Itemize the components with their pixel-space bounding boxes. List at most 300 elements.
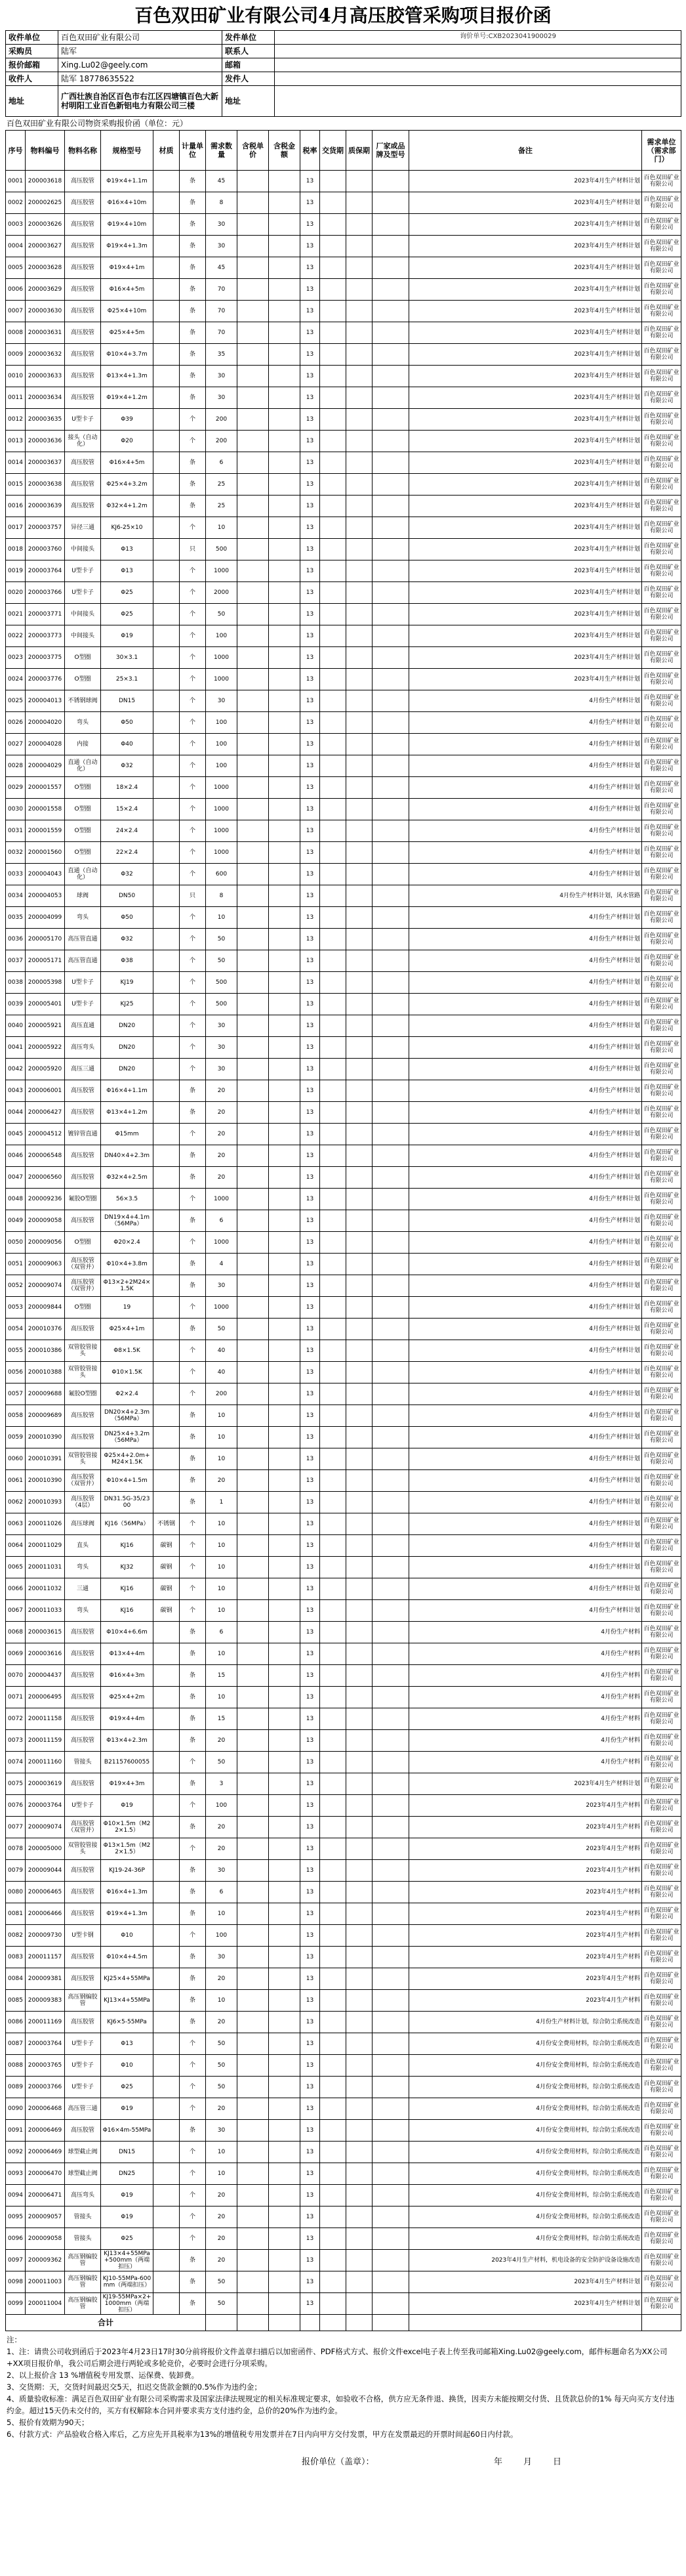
- table-cell: 200009074: [26, 1817, 65, 1838]
- table-cell: 0040: [6, 1015, 26, 1037]
- table-cell: [237, 885, 269, 907]
- table-cell: [237, 236, 269, 257]
- table-cell: 弯头: [65, 907, 101, 929]
- table-cell: 13: [300, 1708, 320, 1730]
- table-cell: 13: [300, 1254, 320, 1275]
- table-cell: 2023年4月生产材料: [409, 1925, 642, 1947]
- table-cell: 球型截止阀: [65, 2142, 101, 2163]
- table-cell: [153, 344, 180, 366]
- table-cell: 0087: [6, 2033, 26, 2055]
- table-cell: 500: [206, 994, 237, 1015]
- table-cell: 高压胶管（4层）: [65, 1492, 101, 1513]
- table-cell: [320, 1470, 346, 1492]
- table-cell: [373, 2098, 409, 2120]
- table-cell: 2023年4月生产材料计划: [409, 625, 642, 647]
- table-cell: [153, 1037, 180, 1059]
- table-cell: [320, 1925, 346, 1947]
- table-cell: 13: [300, 1513, 320, 1535]
- table-cell: [269, 1448, 300, 1470]
- table-cell: 50: [206, 2055, 237, 2077]
- table-cell: 高压胶管: [65, 1427, 101, 1448]
- table-cell: 条: [180, 1968, 206, 1990]
- table-cell: 13: [300, 301, 320, 322]
- table-cell: U型卡子: [65, 582, 101, 604]
- table-row: [6, 517, 681, 539]
- table-cell: 百色双田矿业有限公司: [642, 2142, 681, 2163]
- table-cell: 4月份生产材料计划: [409, 755, 642, 777]
- table-cell: [237, 214, 269, 236]
- table-cell: [269, 2228, 300, 2250]
- table-cell: 2023年4月生产材料计划: [409, 431, 642, 452]
- table-cell: 百色双田矿业有限公司: [642, 1752, 681, 1773]
- table-cell: [320, 1600, 346, 1622]
- column-header: 税率: [300, 131, 320, 171]
- table-row: [6, 1102, 681, 1124]
- table-cell: 只: [180, 539, 206, 560]
- table-cell: 0054: [6, 1319, 26, 1340]
- table-cell: 镀锌管直通: [65, 1124, 101, 1145]
- table-cell: [269, 344, 300, 366]
- table-cell: [346, 1254, 373, 1275]
- table-cell: [373, 2250, 409, 2271]
- table-cell: [153, 409, 180, 431]
- table-cell: 2023年4月生产材料: [409, 1882, 642, 1903]
- table-cell: 高压胶管: [65, 257, 101, 279]
- table-row: [6, 1578, 681, 1600]
- email-value[interactable]: Xing.Lu02@geely.com: [58, 58, 222, 72]
- table-cell: 0082: [6, 1925, 26, 1947]
- table-cell: 高压胶管: [65, 1730, 101, 1752]
- table-cell: 百色双田矿业有限公司: [642, 1340, 681, 1362]
- table-row: [6, 669, 681, 690]
- table-cell: [153, 1665, 180, 1687]
- table-cell: 0011: [6, 387, 26, 409]
- table-cell: 条: [180, 301, 206, 322]
- table-cell: 4月份生产材料: [409, 1687, 642, 1708]
- table-cell: [346, 1059, 373, 1080]
- table-cell: 30: [206, 387, 237, 409]
- table-cell: 22×2.4: [101, 842, 153, 864]
- table-cell: [237, 1968, 269, 1990]
- table-cell: 4月份生产材料计划: [409, 1600, 642, 1622]
- table-cell: [346, 1903, 373, 1925]
- table-cell: 8: [206, 192, 237, 214]
- table-cell: 13: [300, 452, 320, 474]
- table-cell: 条: [180, 1427, 206, 1448]
- table-cell: [346, 2228, 373, 2250]
- table-cell: 200: [206, 431, 237, 452]
- table-cell: 200003773: [26, 625, 65, 647]
- total-cell: [269, 2315, 300, 2331]
- table-row: [6, 1254, 681, 1275]
- table-cell: 200004437: [26, 1665, 65, 1687]
- table-cell: [373, 1535, 409, 1557]
- table-cell: [373, 2293, 409, 2315]
- table-cell: 10: [206, 2142, 237, 2163]
- table-cell: 0023: [6, 647, 26, 669]
- table-cell: 高压胶管: [65, 1903, 101, 1925]
- table-cell: [346, 1297, 373, 1319]
- table-cell: 高压胶管: [65, 1622, 101, 1643]
- table-cell: 4月份生产材料计划: [409, 1210, 642, 1232]
- table-cell: 百色双田矿业有限公司: [642, 279, 681, 301]
- table-cell: [269, 2077, 300, 2098]
- table-cell: 13: [300, 1817, 320, 1838]
- table-cell: 200011033: [26, 1600, 65, 1622]
- table-cell: Φ25: [101, 604, 153, 625]
- table-cell: 30: [206, 214, 237, 236]
- table-cell: [346, 1383, 373, 1405]
- table-cell: [346, 2142, 373, 2163]
- table-cell: [373, 1297, 409, 1319]
- table-cell: 0029: [6, 777, 26, 799]
- table-cell: 百色双田矿业有限公司: [642, 539, 681, 560]
- table-cell: [269, 755, 300, 777]
- table-cell: [153, 1297, 180, 1319]
- table-cell: [269, 2206, 300, 2228]
- table-cell: [346, 1947, 373, 1968]
- table-cell: 个: [180, 647, 206, 669]
- table-cell: [320, 1838, 346, 1860]
- table-cell: [153, 1275, 180, 1297]
- table-cell: 个: [180, 972, 206, 994]
- table-cell: 百色双田矿业有限公司: [642, 1622, 681, 1643]
- table-cell: 20: [206, 1817, 237, 1838]
- table-cell: 百色双田矿业有限公司: [642, 1730, 681, 1752]
- table-cell: [320, 972, 346, 994]
- table-cell: 0076: [6, 1795, 26, 1817]
- table-cell: Φ16×4+5m: [101, 452, 153, 474]
- table-cell: 0006: [6, 279, 26, 301]
- table-row: [6, 474, 681, 496]
- table-cell: 200004512: [26, 1124, 65, 1145]
- table-cell: [346, 387, 373, 409]
- table-cell: 0044: [6, 1102, 26, 1124]
- table-cell: 13: [300, 885, 320, 907]
- table-cell: [320, 777, 346, 799]
- table-cell: 4: [206, 1254, 237, 1275]
- table-cell: 个: [180, 582, 206, 604]
- table-cell: O型圈: [65, 669, 101, 690]
- table-cell: 200003632: [26, 344, 65, 366]
- table-cell: [269, 1947, 300, 1968]
- table-cell: [346, 582, 373, 604]
- table-cell: 2023年4月生产材料，机电设备的安全防护设备设施改造: [409, 2250, 642, 2271]
- table-cell: 13: [300, 517, 320, 539]
- table-cell: 200006470: [26, 2163, 65, 2185]
- table-cell: 中间接头: [65, 539, 101, 560]
- table-cell: [373, 1687, 409, 1708]
- table-cell: [237, 1817, 269, 1838]
- table-cell: 4月份安全费用材料，综合防尘系统改造: [409, 2185, 642, 2206]
- table-row: [6, 1145, 681, 1167]
- table-cell: [237, 1730, 269, 1752]
- table-cell: 4月份生产材料计划: [409, 1254, 642, 1275]
- table-cell: [373, 1752, 409, 1773]
- table-cell: [269, 1427, 300, 1448]
- table-cell: [346, 474, 373, 496]
- table-cell: [269, 799, 300, 820]
- table-cell: 13: [300, 539, 320, 560]
- table-cell: [346, 517, 373, 539]
- table-cell: [346, 2271, 373, 2293]
- table-cell: 2023年4月生产材料计划: [409, 604, 642, 625]
- table-cell: 百色双田矿业有限公司: [642, 1405, 681, 1427]
- sender-person-label: 发件人: [222, 72, 275, 86]
- table-cell: 个: [180, 409, 206, 431]
- table-cell: U型卡子: [65, 2077, 101, 2098]
- table-cell: [153, 929, 180, 950]
- table-cell: 高压胶管: [65, 1860, 101, 1882]
- table-cell: 个: [180, 604, 206, 625]
- total-cell: [373, 2315, 409, 2331]
- table-cell: 13: [300, 972, 320, 994]
- table-cell: [237, 929, 269, 950]
- table-cell: 0056: [6, 1362, 26, 1383]
- table-cell: 2023年4月生产材料计划: [409, 387, 642, 409]
- table-cell: [153, 2271, 180, 2293]
- table-cell: [269, 2055, 300, 2077]
- column-header: 计量单位: [180, 131, 206, 171]
- table-cell: [269, 1773, 300, 1795]
- table-cell: [237, 755, 269, 777]
- table-cell: 10: [206, 2163, 237, 2185]
- table-cell: [237, 1037, 269, 1059]
- table-cell: Φ10: [101, 1925, 153, 1947]
- table-cell: [320, 279, 346, 301]
- table-cell: 高压胶管: [65, 1773, 101, 1795]
- table-cell: 13: [300, 625, 320, 647]
- table-cell: 0063: [6, 1513, 26, 1535]
- table-cell: [346, 1708, 373, 1730]
- table-cell: 百色双田矿业有限公司: [642, 2120, 681, 2142]
- table-cell: 13: [300, 907, 320, 929]
- table-cell: 2023年4月生产材料计划: [409, 236, 642, 257]
- table-cell: [237, 1210, 269, 1232]
- table-cell: [320, 1427, 346, 1448]
- table-cell: [346, 1990, 373, 2012]
- table-cell: [373, 236, 409, 257]
- table-cell: [269, 1730, 300, 1752]
- column-header: 规格型号: [101, 131, 153, 171]
- table-cell: 个: [180, 1752, 206, 1773]
- table-row: [6, 582, 681, 604]
- table-cell: [153, 777, 180, 799]
- table-cell: [269, 994, 300, 1015]
- table-cell: [153, 1189, 180, 1210]
- table-cell: 管接头: [65, 1752, 101, 1773]
- table-cell: [320, 1687, 346, 1708]
- table-cell: 4月份生产材料计划: [409, 1059, 642, 1080]
- table-cell: [346, 366, 373, 387]
- table-cell: 200003766: [26, 582, 65, 604]
- table-cell: [269, 2012, 300, 2033]
- table-cell: 百色双田矿业有限公司: [642, 1492, 681, 1513]
- table-cell: 百色双田矿业有限公司: [642, 474, 681, 496]
- table-cell: [153, 214, 180, 236]
- table-cell: [269, 496, 300, 517]
- table-cell: [346, 647, 373, 669]
- table-cell: [373, 1145, 409, 1167]
- table-cell: KJ10-55MPa-600mm（两端扣压）: [101, 2271, 153, 2293]
- table-cell: [237, 1838, 269, 1860]
- table-cell: [153, 474, 180, 496]
- table-cell: [320, 236, 346, 257]
- table-cell: [346, 1730, 373, 1752]
- table-cell: 4月份生产材料计划: [409, 1167, 642, 1189]
- table-cell: 4月份生产材料计划: [409, 734, 642, 755]
- table-cell: Φ13×4+4m: [101, 1643, 153, 1665]
- table-cell: [153, 1860, 180, 1882]
- table-cell: 1000: [206, 777, 237, 799]
- table-cell: 13: [300, 1297, 320, 1319]
- table-cell: [373, 712, 409, 734]
- table-cell: 百色双田矿业有限公司: [642, 1557, 681, 1578]
- table-cell: [346, 1535, 373, 1557]
- table-cell: [269, 409, 300, 431]
- table-cell: 条: [180, 1492, 206, 1513]
- table-cell: Φ25: [101, 2228, 153, 2250]
- table-cell: 2023年4月生产材料计划: [409, 560, 642, 582]
- mail-label: 邮箱: [222, 58, 275, 72]
- table-cell: 弯头: [65, 712, 101, 734]
- table-cell: [153, 864, 180, 885]
- table-cell: 2023年4月生产材料: [409, 1817, 642, 1838]
- table-cell: [153, 517, 180, 539]
- table-cell: 高压胶管: [65, 1882, 101, 1903]
- table-cell: [320, 1882, 346, 1903]
- table-cell: [153, 625, 180, 647]
- table-cell: 高压胶管: [65, 301, 101, 322]
- table-cell: 0078: [6, 1838, 26, 1860]
- table-cell: 4月份生产材料计划: [409, 929, 642, 950]
- table-cell: [373, 842, 409, 864]
- table-cell: 200001558: [26, 799, 65, 820]
- table-cell: [269, 560, 300, 582]
- table-cell: 百色双田矿业有限公司: [642, 171, 681, 192]
- table-cell: 2023年4月生产材料计划: [409, 452, 642, 474]
- table-cell: 条: [180, 1643, 206, 1665]
- table-cell: 百色双田矿业有限公司: [642, 1882, 681, 1903]
- table-cell: [373, 994, 409, 1015]
- table-cell: [237, 1860, 269, 1882]
- table-cell: 0028: [6, 755, 26, 777]
- table-cell: [320, 864, 346, 885]
- table-cell: 13: [300, 1383, 320, 1405]
- table-cell: Φ19×4+1.1m: [101, 171, 153, 192]
- table-cell: 条: [180, 2120, 206, 2142]
- table-cell: [269, 1600, 300, 1622]
- table-cell: 4月份生产材料计划: [409, 994, 642, 1015]
- table-cell: Φ19: [101, 2185, 153, 2206]
- table-cell: [320, 907, 346, 929]
- table-cell: [237, 1232, 269, 1254]
- table-cell: [346, 1124, 373, 1145]
- table-cell: [346, 2077, 373, 2098]
- table-cell: 200009063: [26, 1254, 65, 1275]
- table-cell: [346, 1687, 373, 1708]
- table-row: [6, 712, 681, 734]
- table-cell: [320, 1102, 346, 1124]
- table-cell: KJ6-25×10: [101, 517, 153, 539]
- table-cell: 13: [300, 344, 320, 366]
- table-cell: [153, 2077, 180, 2098]
- table-cell: 0058: [6, 1405, 26, 1427]
- table-cell: 30×3.1: [101, 647, 153, 669]
- table-cell: KJ13×4+55MPa: [101, 1990, 153, 2012]
- table-row: [6, 2271, 681, 2293]
- table-cell: [153, 2033, 180, 2055]
- table-cell: 2023年4月生产材料计划: [409, 669, 642, 690]
- table-cell: [320, 1643, 346, 1665]
- table-cell: [346, 604, 373, 625]
- table-cell: 10: [206, 1513, 237, 1535]
- table-cell: [237, 2163, 269, 2185]
- table-cell: 高压三通: [65, 1059, 101, 1080]
- table-cell: [269, 972, 300, 994]
- table-cell: [320, 2055, 346, 2077]
- table-cell: [373, 409, 409, 431]
- table-cell: Φ25×4+10m: [101, 301, 153, 322]
- table-cell: 200003760: [26, 539, 65, 560]
- table-cell: [237, 474, 269, 496]
- table-cell: Φ16×4m-55MPa: [101, 2120, 153, 2142]
- table-cell: [320, 1968, 346, 1990]
- table-cell: 13: [300, 604, 320, 625]
- table-cell: 20: [206, 2098, 237, 2120]
- table-cell: 4月份生产材料计划: [409, 712, 642, 734]
- table-cell: [320, 712, 346, 734]
- table-cell: 200009362: [26, 2250, 65, 2271]
- table-cell: 百色双田矿业有限公司: [642, 452, 681, 474]
- table-cell: [320, 517, 346, 539]
- table-cell: 10: [206, 1643, 237, 1665]
- table-row: [6, 2055, 681, 2077]
- table-cell: 高压胶管: [65, 2012, 101, 2033]
- table-cell: Φ50: [101, 712, 153, 734]
- table-cell: 200011026: [26, 1513, 65, 1535]
- table-cell: [320, 1275, 346, 1297]
- table-cell: [237, 1124, 269, 1145]
- table-cell: 200006495: [26, 1687, 65, 1708]
- table-cell: 个: [180, 1557, 206, 1578]
- table-cell: 2023年4月生产材料计划: [409, 647, 642, 669]
- table-cell: 200003619: [26, 1773, 65, 1795]
- table-cell: 20: [206, 1470, 237, 1492]
- table-cell: [153, 1080, 180, 1102]
- table-cell: 50: [206, 2293, 237, 2315]
- table-cell: [237, 2012, 269, 2033]
- table-cell: 45: [206, 171, 237, 192]
- table-cell: 0097: [6, 2250, 26, 2271]
- table-cell: [320, 1080, 346, 1102]
- table-cell: 40: [206, 1340, 237, 1362]
- table-cell: 200003764: [26, 2033, 65, 2055]
- table-cell: 个: [180, 994, 206, 1015]
- table-cell: 200009381: [26, 1968, 65, 1990]
- table-cell: 高压胶管: [65, 2120, 101, 2142]
- table-cell: [153, 820, 180, 842]
- table-cell: 13: [300, 690, 320, 712]
- table-cell: 4月份生产材料计划: [409, 1145, 642, 1167]
- total-cell: [237, 2315, 269, 2331]
- table-cell: [153, 994, 180, 1015]
- table-cell: 条: [180, 279, 206, 301]
- table-cell: 200005401: [26, 994, 65, 1015]
- table-cell: 0026: [6, 712, 26, 734]
- table-cell: 0091: [6, 2120, 26, 2142]
- table-cell: [320, 669, 346, 690]
